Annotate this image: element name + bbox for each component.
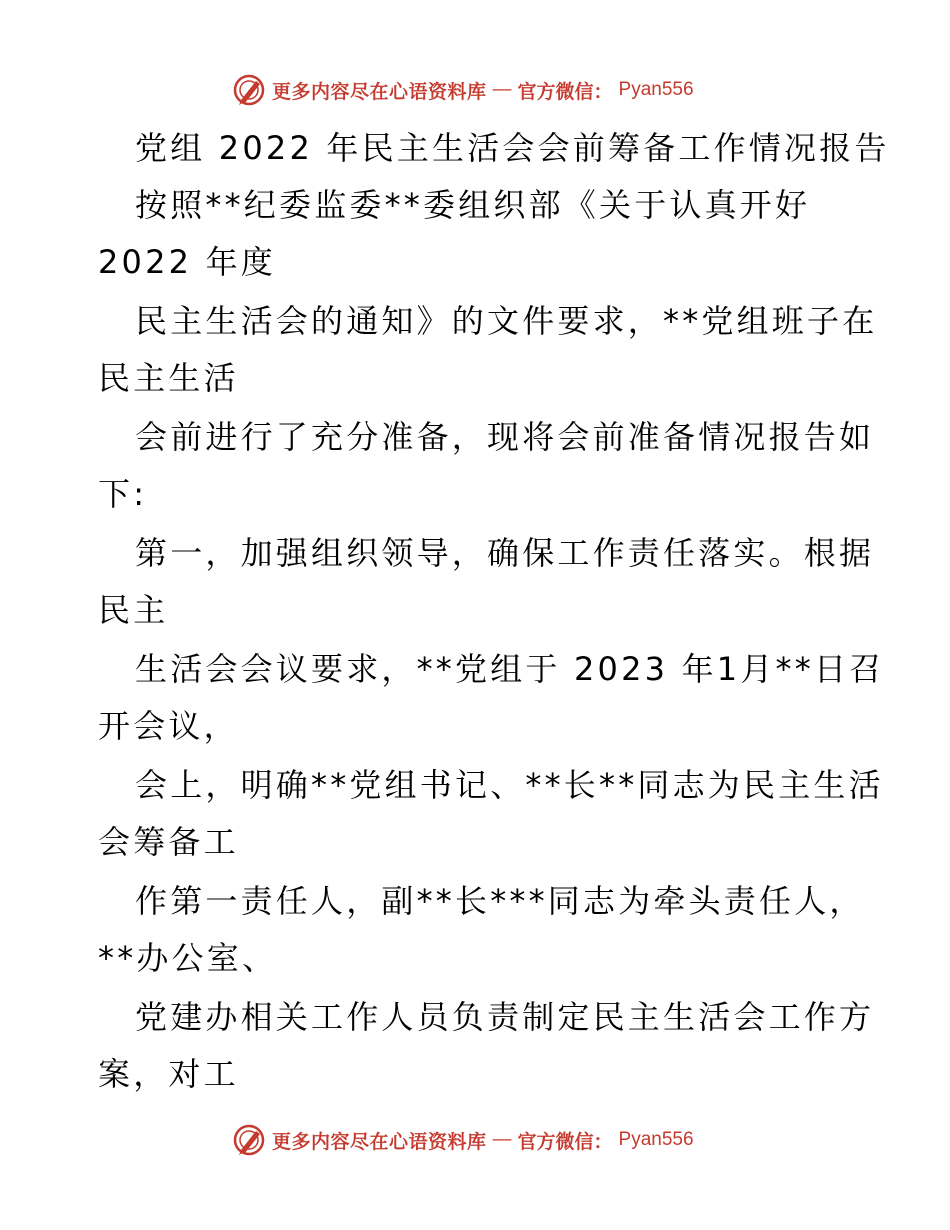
doc-line: **办公室、	[98, 939, 278, 977]
doc-line: 民主生活	[98, 359, 239, 397]
doc-line: 作第一责任人，副**长***同志为牵头责任人，	[135, 882, 865, 920]
doc-line: 会筹备工	[98, 823, 239, 861]
doc-line: 党建办相关工作人员负责制定民主生活会工作方	[135, 998, 875, 1036]
doc-line: 民主	[98, 591, 169, 629]
doc-line: 第一，加强组织领导，确保工作责任落实。根据	[135, 534, 875, 572]
doc-line: 按照**纪委监委**委组织部《关于认真开好	[135, 186, 811, 224]
doc-line: 民主生活会的通知》的文件要求，**党组班子在	[135, 302, 878, 340]
banner-official-label: 官方微信：	[517, 1130, 613, 1153]
doc-line: 下:	[98, 475, 148, 513]
footer-banner	[232, 1122, 694, 1158]
pen-logo-icon	[232, 1123, 266, 1157]
doc-line: 会上，明确**党组书记、**长**同志为民主生活	[135, 766, 884, 804]
banner-wechat-handle: Pyan556	[618, 1129, 694, 1150]
pen-logo-icon	[232, 73, 266, 107]
doc-line: 案，对工	[98, 1055, 239, 1093]
banner-main-text: 更多内容尽在心语资料库	[272, 80, 487, 103]
banner-dash: —	[492, 79, 512, 100]
doc-line: 2022 年度	[98, 243, 277, 281]
doc-line: 会前进行了充分准备，现将会前准备情况报告如	[135, 418, 875, 456]
doc-title: 党组 2022 年民主生活会会前筹备工作情况报告	[135, 129, 890, 167]
banner-official-label: 官方微信：	[517, 80, 613, 103]
banner-main-text: 更多内容尽在心语资料库	[272, 1130, 487, 1153]
doc-line: 开会议，	[98, 707, 239, 745]
doc-line: 生活会会议要求，**党组于 2023 年1月**日召	[135, 650, 885, 688]
banner-dash: —	[492, 1129, 512, 1150]
banner-wechat-handle: Pyan556	[618, 79, 694, 100]
header-banner	[232, 72, 694, 108]
